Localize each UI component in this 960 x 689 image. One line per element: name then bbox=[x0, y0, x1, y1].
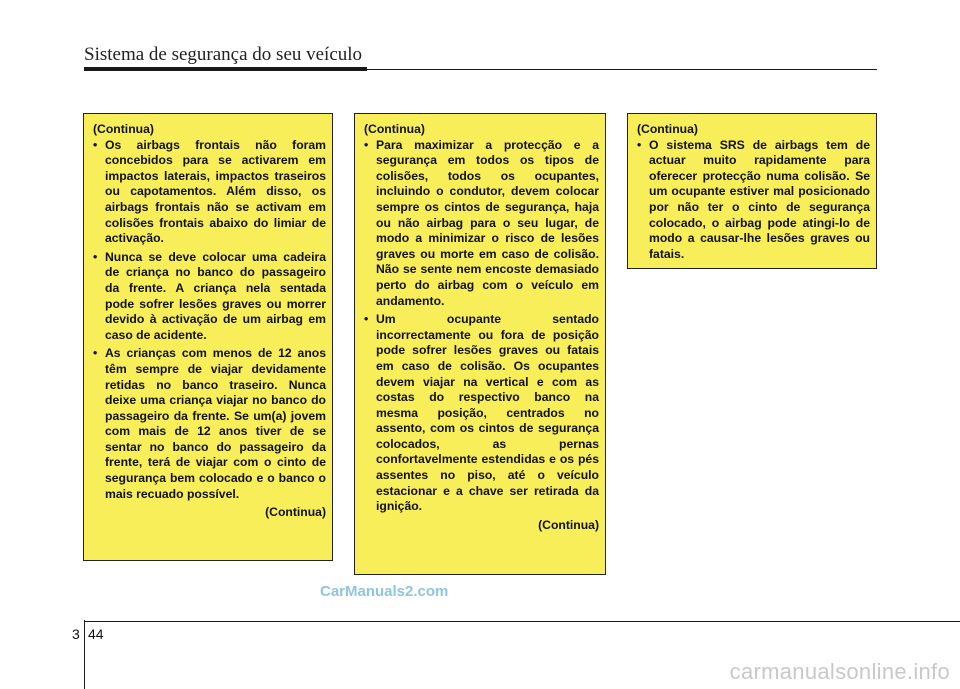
box-footer: (Continua) bbox=[265, 505, 326, 520]
bullet-list bbox=[636, 138, 870, 263]
bullet-list bbox=[92, 138, 326, 503]
page-header-title: Sistema de segurança do seu veículo bbox=[84, 44, 363, 65]
warning-box-3 bbox=[627, 113, 877, 269]
header-bar bbox=[84, 67, 367, 71]
bullet-list bbox=[363, 138, 599, 515]
bullet-item: • Os airbags frontais não foram concebidos para se activarem em impactos laterais, impactos traseiros ou capotamentos. Além disso, os airbags frontais não se activam em colisões frontais abaixo do limiar de activação. bbox=[92, 138, 326, 247]
watermark-link[interactable]: CarManuals2.com bbox=[320, 583, 449, 600]
box-heading: (Continua) bbox=[364, 122, 425, 136]
page-number-value: 44 bbox=[88, 626, 104, 642]
bullet-item: • Nunca se deve colocar uma cadeira de criança no banco do passageiro da frente. A criança nela sentada pode sofrer lesões graves ou morrer devido à activação de um airbag em caso de acidente. bbox=[92, 250, 326, 344]
warning-box-2 bbox=[354, 113, 606, 575]
page-number bbox=[72, 626, 104, 642]
footer-divider-vertical bbox=[84, 620, 85, 689]
box-footer: (Continua) bbox=[538, 517, 599, 532]
footer-site-watermark: carmanualsonline.info bbox=[729, 659, 950, 684]
bullet-item: • Para maximizar a protecção e a segurança em todos os tipos de colisões, todos os ocupantes, incluindo o condutor, devem colocar sempre os cintos de segurança, haja ou não airbag para o seu lugar, de modo a minimizar o risco de lesões graves ou morte em caso de colisão. Não se sente nem encoste demasiado perto do airbag com o veículo em andamento. bbox=[363, 138, 599, 310]
bullet-item: • As crianças com menos de 12 anos têm sempre de viajar devidamente retidas no banco traseiro. Nunca deixe uma criança viajar no banco do passageiro da frente. Se um(a) jovem com mais de 12 anos tiver de se sentar no banco do passageiro da frente, terá de viajar com o cinto de segurança bem colocado e o banco o mais recuado possível. bbox=[92, 346, 326, 502]
box-heading: (Continua) bbox=[637, 122, 698, 136]
bullet-item: • O sistema SRS de airbags tem de actuar muito rapidamente para oferecer protecção numa colisão. Se um ocupante estiver mal posicionado por não ter o cinto de segurança colocado, o airbag pode atingi-lo de modo a causar-lhe lesões graves ou fatais. bbox=[636, 138, 870, 263]
footer-divider-horizontal bbox=[85, 621, 960, 622]
box-heading: (Continua) bbox=[93, 122, 154, 136]
bullet-item: • Um ocupante sentado incorrectamente ou fora de posição pode sofrer lesões graves ou fatais em caso de colisão. Os ocupantes devem viajar na vertical e com as costas do respectivo banco na mesma posição, centrados no assento, com os cintos de segurança colocados, as pernas confortavelmente estendidas e os pés assentes no piso, até o veículo estacionar e a chave ser retirada da ignição. bbox=[363, 312, 599, 515]
header-rule bbox=[367, 69, 877, 70]
section-number: 3 bbox=[72, 626, 80, 642]
warning-box-1 bbox=[83, 113, 333, 561]
